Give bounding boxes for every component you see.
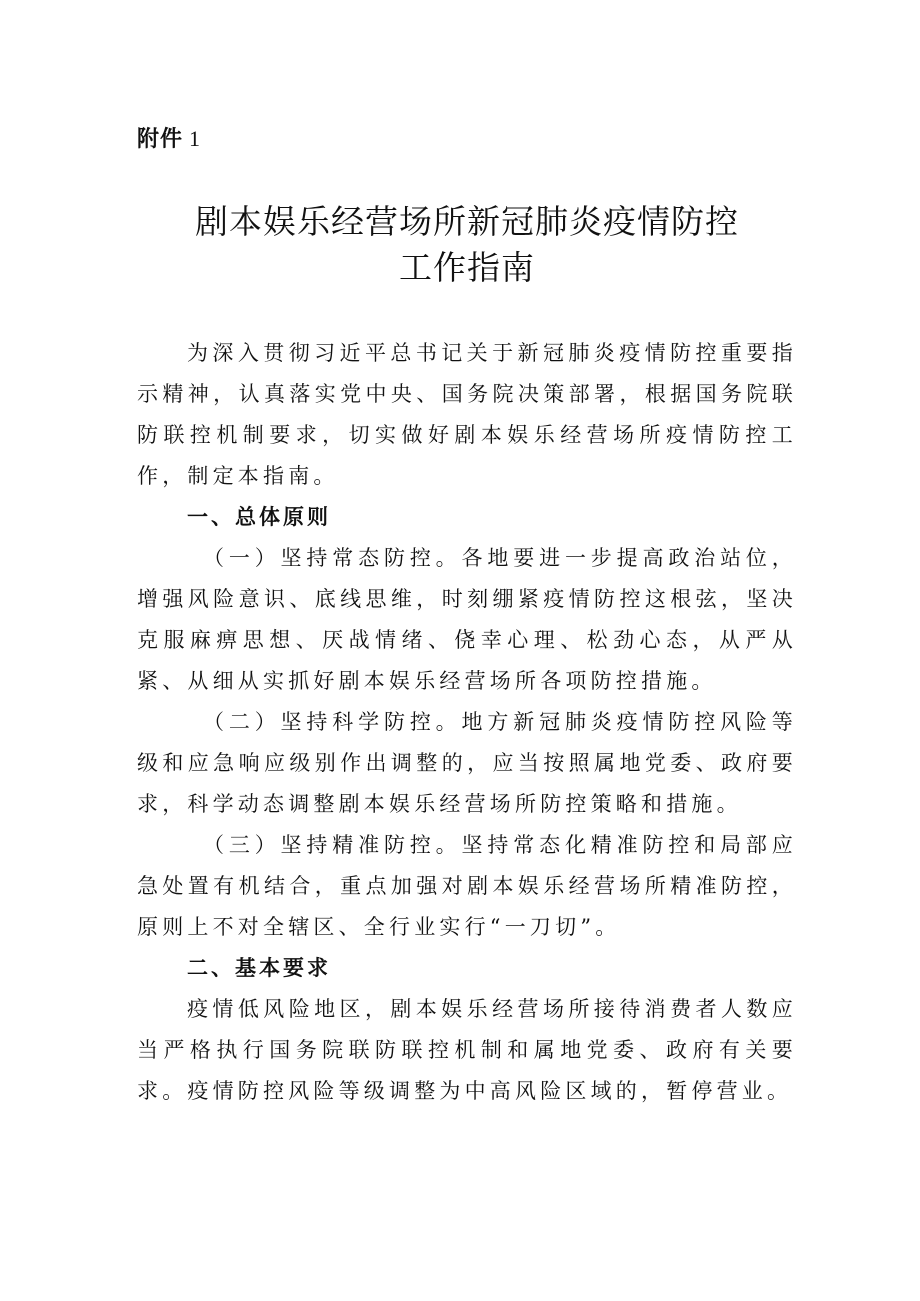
document-title-line-1: 剧本娱乐经营场所新冠肺炎疫情防控	[195, 202, 739, 241]
section-1-item-1: （一）坚持常态防控。各地要进一步提高政治站位，增强风险意识、底线思维，时刻绷紧疫情防控这根弦，坚决克服麻痹思想、厌战情绪、侥幸心理、松劲心态，从严从紧、从细从实抓好剧本娱乐经营场所各项防控措施。	[137, 546, 797, 693]
intro-paragraph: 为深入贯彻习近平总书记关于新冠肺炎疫情防控重要指示精神，认真落实党中央、国务院决策部署，根据国务院联防联控机制要求，切实做好剧本娱乐经营场所疫情防控工作，制定本指南。	[137, 341, 797, 488]
section-1-heading: 一、总体原则	[187, 505, 331, 529]
attachment-label	[137, 122, 201, 153]
section-1-item-2: （二）坚持科学防控。地方新冠肺炎疫情防控风险等级和应急响应级别作出调整的，应当按照属地党委、政府要求，科学动态调整剧本娱乐经营场所防控策略和措施。	[137, 710, 797, 816]
attachment-number: 1	[189, 126, 202, 151]
section-1-item-3: （三）坚持精准防控。坚持常态化精准防控和局部应急处置有机结合，重点加强对剧本娱乐经营场所精准防控，原则上不对全辖区、全行业实行“一刀切”。	[137, 833, 797, 939]
document-title-line-2: 工作指南	[399, 248, 535, 287]
attachment-label-text: 附件	[137, 127, 184, 152]
section-2-heading: 二、基本要求	[187, 956, 331, 980]
section-2-paragraph: 疫情低风险地区，剧本娱乐经营场所接待消费者人数应当严格执行国务院联防联控机制和属地党委、政府有关要求。疫情防控风险等级调整为中高风险区域的，暂停营业。	[137, 997, 797, 1103]
document-body	[137, 333, 797, 1112]
